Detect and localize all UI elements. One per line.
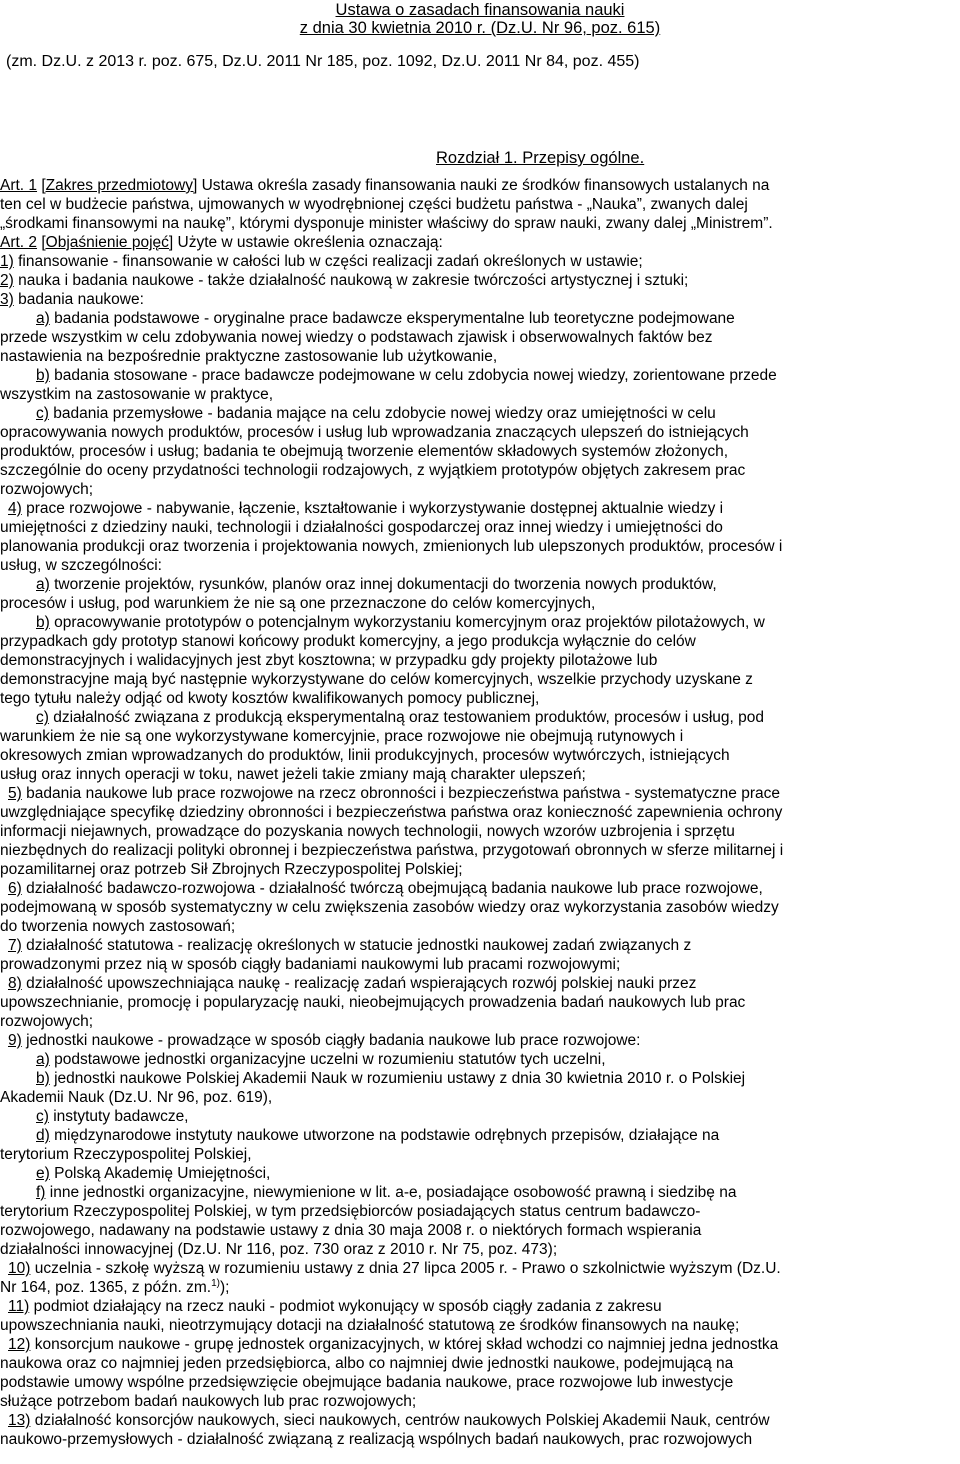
art2-point-9e: e) Polską Akademię Umiejętności, <box>36 1165 271 1182</box>
chapter-heading: Rozdział 1. Przepisy ogólne. <box>436 149 645 167</box>
art2-point-3c-line4: szczególnie do oceny przydatności technologii rodzajowych, z wyjątkiem prototypów objętych zakresem prac <box>0 462 746 479</box>
art2-point-9d: d) międzynarodowe instytuty naukowe utworzone na podstawie odrębnych przepisów, działające na <box>36 1127 720 1144</box>
art2-point-3c-line2: opracowywania nowych produktów, procesów i usług lub wprowadzania znaczących ulepszeń do istniejących <box>0 424 749 441</box>
art2-point-4c: c) działalność związana z produkcją eksperymentalną oraz testowaniem produktów, procesów i usług, pod <box>36 709 765 726</box>
art2-point-12-line3: podstawie umowy wspólne przedsięwzięcie obejmujące badania naukowe, prace rozwojowe lub inwestycje <box>0 1374 734 1391</box>
art2-point-12-line2: naukowa oraz co najmniej jeden przedsiębiorca, albo co najmniej dwie jednostki naukowe, podejmującą na <box>0 1355 734 1372</box>
art2-point-9b: b) jednostki naukowe Polskiej Akademii Nauk w rozumieniu ustawy z dnia 30 kwietnia 2010 r. o Polskiej <box>36 1070 746 1087</box>
art2-point-9b-line2: Akademii Nauk (Dz.U. Nr 96, poz. 619), <box>0 1089 273 1106</box>
art2-point-4b-line4: demonstracyjne mają być następnie wykorzystywane do celów komercyjnych, wszelkie przychody uzyskane z <box>0 671 753 688</box>
art2-point-3c-line5: rozwojowych; <box>0 481 94 498</box>
art2-point-5: 5) badania naukowe lub prace rozwojowe na rzecz obronności i bezpieczeństwa państwa - systematyczne prace <box>8 785 780 802</box>
art2-point-9c: c) instytuty badawcze, <box>36 1108 189 1125</box>
art2-label: Art. 2 <box>0 234 38 251</box>
art2-point-10-line2: Nr 164, poz. 1365, z późn. zm.$^{1)}$); <box>0 1278 230 1296</box>
art2-point-9f: f) inne jednostki organizacyjne, niewymienione w lit. a-e, posiadające osobowość prawną i siedzibę na <box>36 1184 737 1201</box>
art2-point-4b-line3: demonstracyjnych i walidacyjnych jest zbyt kosztowna; w przypadku gdy projekty pilotażowe lub <box>0 652 658 669</box>
art2-point-3a: a) badania podstawowe - oryginalne prace badawcze eksperymentalne lub teoretyczne podejmowane <box>36 310 735 327</box>
art2-title: [Objaśnienie pojęć] <box>41 234 174 251</box>
document-subtitle: z dnia 30 kwietnia 2010 r. (Dz.U. Nr 96, poz. 615) <box>299 19 661 37</box>
art2-point-4c-line3: okresowych zmian wprowadzanych do produktów, linii produkcyjnych, procesów wytwórczych, istniejących <box>0 747 730 764</box>
document-title: Ustawa o zasadach finansowania nauki <box>335 1 625 19</box>
art2-point-4b-line5: tego tytułu należy odjąć od kwoty kosztów kwalifikowanych pomocy publicznej, <box>0 690 540 707</box>
art2-point-4c-line2: warunkiem że nie są one wykorzystywane komercyjnie, prace rozwojowe nie obejmują rutynowych i <box>0 728 684 745</box>
art2-point-5-line5: pozamilitarnej oraz potrzeb Sił Zbrojnych Rzeczypospolitej Polskiej; <box>0 861 463 878</box>
art2-point-4b: b) opracowywanie prototypów o potencjalnym wykorzystaniu komercyjnym oraz projektów pilotażowych, w <box>36 614 765 631</box>
art2-point-3: 3) badania naukowe: <box>0 291 144 308</box>
art1-label: Art. 1 <box>0 177 38 194</box>
art2-point-4-line3: planowania produkcji oraz tworzenia i projektowania nowych, zmienionych lub ulepszonych produktów, procesów i <box>0 538 783 555</box>
art2-point-5-line4: niezbędnych do realizacji polityki obronnej i bezpieczeństwa państwa, przygotowań obronnych w sferze militarnej i <box>0 842 784 859</box>
art2-point-5-line3: informacji niejawnych, prowadzące do pozyskania nowych technologii, nowych wzorów uzbrojenia i sprzętu <box>0 823 735 840</box>
art2-point-4c-line4: usług oraz innych operacji w toku, nawet jeżeli takie zmiany mają charakter ulepszeń; <box>0 766 586 783</box>
art2-point-10: 10) uczelnia - szkołę wyższą w rozumieniu ustawy z dnia 27 lipca 2005 r. - Prawo o szkolnictwie wyższym (Dz.U. <box>8 1260 781 1277</box>
art2-point-4: 4) prace rozwojowe - nabywanie, łączenie, kształtowanie i wykorzystywanie dostępnej aktualnie wiedzy i <box>8 500 724 517</box>
art2-point-4b-line2: przypadkach gdy prototyp stanowi końcowy produkt komercyjny, a jego produkcja wyłącznie do celów <box>0 633 696 650</box>
art2-point-12-line4: służące potrzebom badań naukowych lub prac rozwojowych; <box>0 1393 417 1410</box>
art2-point-3c: c) badania przemysłowe - badania mające na celu zdobycie nowej wiedzy oraz umiejętności w celu <box>36 405 716 422</box>
art2-point-9f-line4: działalności innowacyjnej (Dz.U. Nr 116, poz. 730 oraz z 2010 r. Nr 75, poz. 473); <box>0 1241 558 1258</box>
art2-point-9f-line3: rozwojowego, nadawany na podstawie ustawy z dnia 30 maja 2008 r. o niektórych formach wspierania <box>0 1222 702 1239</box>
art2-point-13: 13) działalność konsorcjów naukowych, sieci naukowych, centrów naukowych Polskiej Akademii Nauk, centrów <box>8 1412 770 1429</box>
art2-point-1: 1) finansowanie - finansowanie w całości lub w części realizacji zadań określonych w ustawie; <box>0 253 643 270</box>
art2-intro: Art. 2 [Objaśnienie pojęć] Użyte w ustawie określenia oznaczają: <box>0 234 443 251</box>
art2-point-4a: a) tworzenie projektów, rysunków, planów oraz innej dokumentacji do tworzenia nowych produktów, <box>36 576 717 593</box>
art1-title: [Zakres przedmiotowy] <box>41 177 198 194</box>
art2-point-3a-line2: przede wszystkim w celu zdobywania nowej wiedzy o podstawach zjawisk i obserwowalnych faktów bez <box>0 329 713 346</box>
art2-point-4-line4: usług, w szczególności: <box>0 557 162 574</box>
art1-line2: ten cel w budżecie państwa, ujmowanych w wyodrębnionej części budżetu państwa - „Nauka”, zwanych dalej <box>0 196 748 213</box>
art2-point-8-line2: upowszechnianie, promocję i popularyzację nauki, nieobejmujących prowadzenia badań naukowych lub prac <box>0 994 746 1011</box>
art2-point-6-line2: podejmowaną w sposób systematyczny w celu zwiększenia zasobów wiedzy oraz wykorzystania zasobów wiedzy <box>0 899 779 916</box>
art2-point-8: 8) działalność upowszechniająca naukę - realizację zadań wspierających rozwój polskiej nauki przez <box>8 975 697 992</box>
art2-point-9d-line2: terytorium Rzeczypospolitej Polskiej, <box>0 1146 252 1163</box>
art1-line1: Art. 1 [Zakres przedmiotowy] Ustawa określa zasady finansowania nauki ze środków finansowych ustalanych na <box>0 177 770 194</box>
art2-point-11-line2: upowszechniania nauki, nieotrzymujący dotacji na działalność statutową ze środków finansowych na naukę; <box>0 1317 740 1334</box>
art2-point-9a: a) podstawowe jednostki organizacyjne uczelni w rozumieniu statutów tych uczelni, <box>36 1051 606 1068</box>
art2-point-3c-line3: produktów, procesów i usług; badania te obejmują tworzenie elementów składowych systemów złożonych, <box>0 443 729 460</box>
art2-point-8-line3: rozwojowych; <box>0 1013 94 1030</box>
art2-point-13-line2: naukowo-przemysłowych - działalność związaną z realizacją wspólnych badań naukowych, prac rozwojowych <box>0 1431 753 1448</box>
art2-point-9: 9) jednostki naukowe - prowadzące w sposób ciągły badania naukowe lub prace rozwojowe: <box>8 1032 641 1049</box>
art2-point-4-line2: umiejętności z dziedziny nauki, technologii i działalności gospodarczej oraz innej wiedzy i umiejętności do <box>0 519 723 536</box>
art2-point-7: 7) działalność statutowa - realizację określonych w statucie jednostki naukowej zadań związanych z <box>8 937 692 954</box>
art2-point-9f-line2: terytorium Rzeczypospolitej Polskiej, w tym przedsiębiorców posiadających status centrum badawczo- <box>0 1203 701 1220</box>
footnote-ref[interactable]: 1) <box>211 1278 220 1289</box>
art2-point-3a-line3: nastawienia na bezpośrednie praktyczne zastosowanie lub użytkowanie, <box>0 348 498 365</box>
art2-point-12: 12) konsorcjum naukowe - grupę jednostek organizacyjnych, w której skład wchodzi co najmniej jedna jednostka <box>8 1336 779 1353</box>
art2-point-2: 2) nauka i badania naukowe - także działalność naukową w zakresie twórczości artystycznej i sztuki; <box>0 272 689 289</box>
art2-point-5-line2: uwzględniające specyfikę dziedziny obronności i bezpieczeństwa państwa oraz konieczność zapewnienia ochrony <box>0 804 783 821</box>
art2-point-11: 11) podmiot działający na rzecz nauki - podmiot wykonujący w sposób ciągły zadania z zakresu <box>8 1298 662 1315</box>
art1-line3: „środkami finansowymi na naukę”, którymi dysponuje minister właściwy do spraw nauki, zwany dalej „Ministrem”. <box>0 215 773 232</box>
art2-point-6: 6) działalność badawczo-rozwojowa - działalność twórczą obejmującą badania naukowe lub prace rozwojowe, <box>8 880 763 897</box>
art2-point-3b-line2: wszystkim na zastosowanie w praktyce, <box>0 386 274 403</box>
amendments-note: (zm. Dz.U. z 2013 r. poz. 675, Dz.U. 2011 Nr 185, poz. 1092, Dz.U. 2011 Nr 84, poz. 455) <box>6 53 640 70</box>
art2-point-4a-line2: procesów i usług, pod warunkiem że nie są one przeznaczone do celów komercyjnych, <box>0 595 596 612</box>
art2-point-3b: b) badania stosowane - prace badawcze podejmowane w celu zdobycia nowej wiedzy, zorientowane przede <box>36 367 777 384</box>
art2-point-6-line3: do tworzenia nowych zastosowań; <box>0 918 236 935</box>
art2-point-7-line2: prowadzonymi przez nią w sposób ciągły badaniami naukowymi lub pracami rozwojowymi; <box>0 956 621 973</box>
